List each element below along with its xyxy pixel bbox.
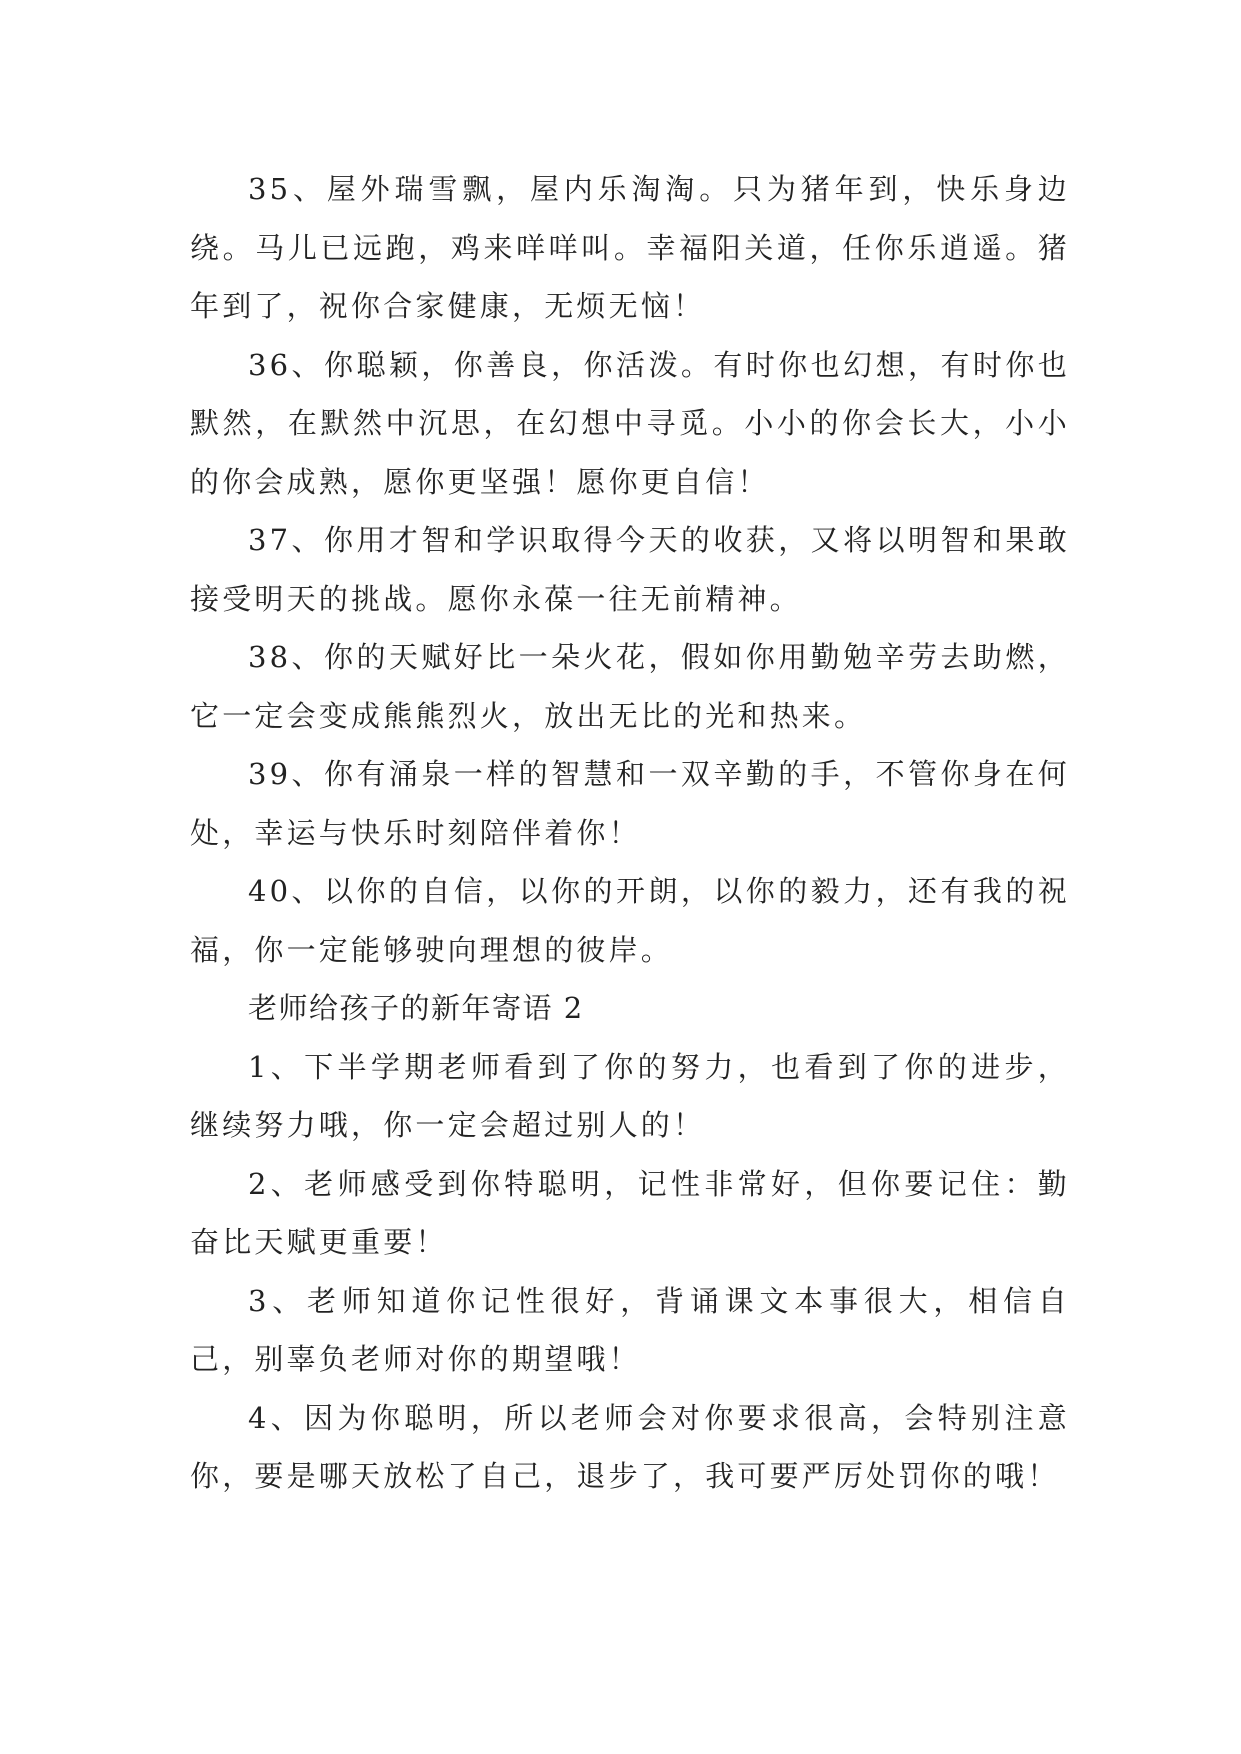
paragraph-40: 40、以你的自信，以你的开朗，以你的毅力，还有我的祝福，你一定能够驶向理想的彼岸。 (190, 874, 1070, 967)
paragraph-38: 38、你的天赋好比一朵火花，假如你用勤勉辛劳去助燃，它一定会变成熊熊烈火，放出无比的光和热来。 (190, 640, 1070, 733)
paragraph-39: 39、你有涌泉一样的智慧和一双辛勤的手，不管你身在何处，幸运与快乐时刻陪伴着你！ (190, 757, 1070, 850)
section-heading: 老师给孩子的新年寄语 2 (248, 991, 584, 1025)
paragraph-2: 2、老师感受到你特聪明，记性非常好，但你要记住：勤奋比天赋更重要！ (190, 1166, 1070, 1259)
document-body (190, 160, 1070, 1506)
paragraph-37: 37、你用才智和学识取得今天的收获，又将以明智和果敢接受明天的挑战。愿你永葆一往无前精神。 (190, 523, 1070, 616)
paragraph-4: 4、因为你聪明，所以老师会对你要求很高，会特别注意你，要是哪天放松了自己，退步了，我可要严厉处罚你的哦！ (190, 1400, 1070, 1493)
paragraph-3: 3、老师知道你记性很好，背诵课文本事很大，相信自己，别辜负老师对你的期望哦！ (190, 1283, 1070, 1376)
paragraph-36: 36、你聪颖，你善良，你活泼。有时你也幻想，有时你也默然，在默然中沉思，在幻想中寻觅。小小的你会长大，小小的你会成熟，愿你更坚强！愿你更自信！ (190, 347, 1070, 499)
paragraph-35: 35、屋外瑞雪飘，屋内乐淘淘。只为猪年到，快乐身边绕。马儿已远跑，鸡来咩咩叫。幸福阳关道，任你乐逍遥。猪年到了，祝你合家健康，无烦无恼！ (190, 172, 1070, 323)
paragraph-1: 1、下半学期老师看到了你的努力，也看到了你的进步，继续努力哦，你一定会超过别人的！ (190, 1049, 1070, 1142)
